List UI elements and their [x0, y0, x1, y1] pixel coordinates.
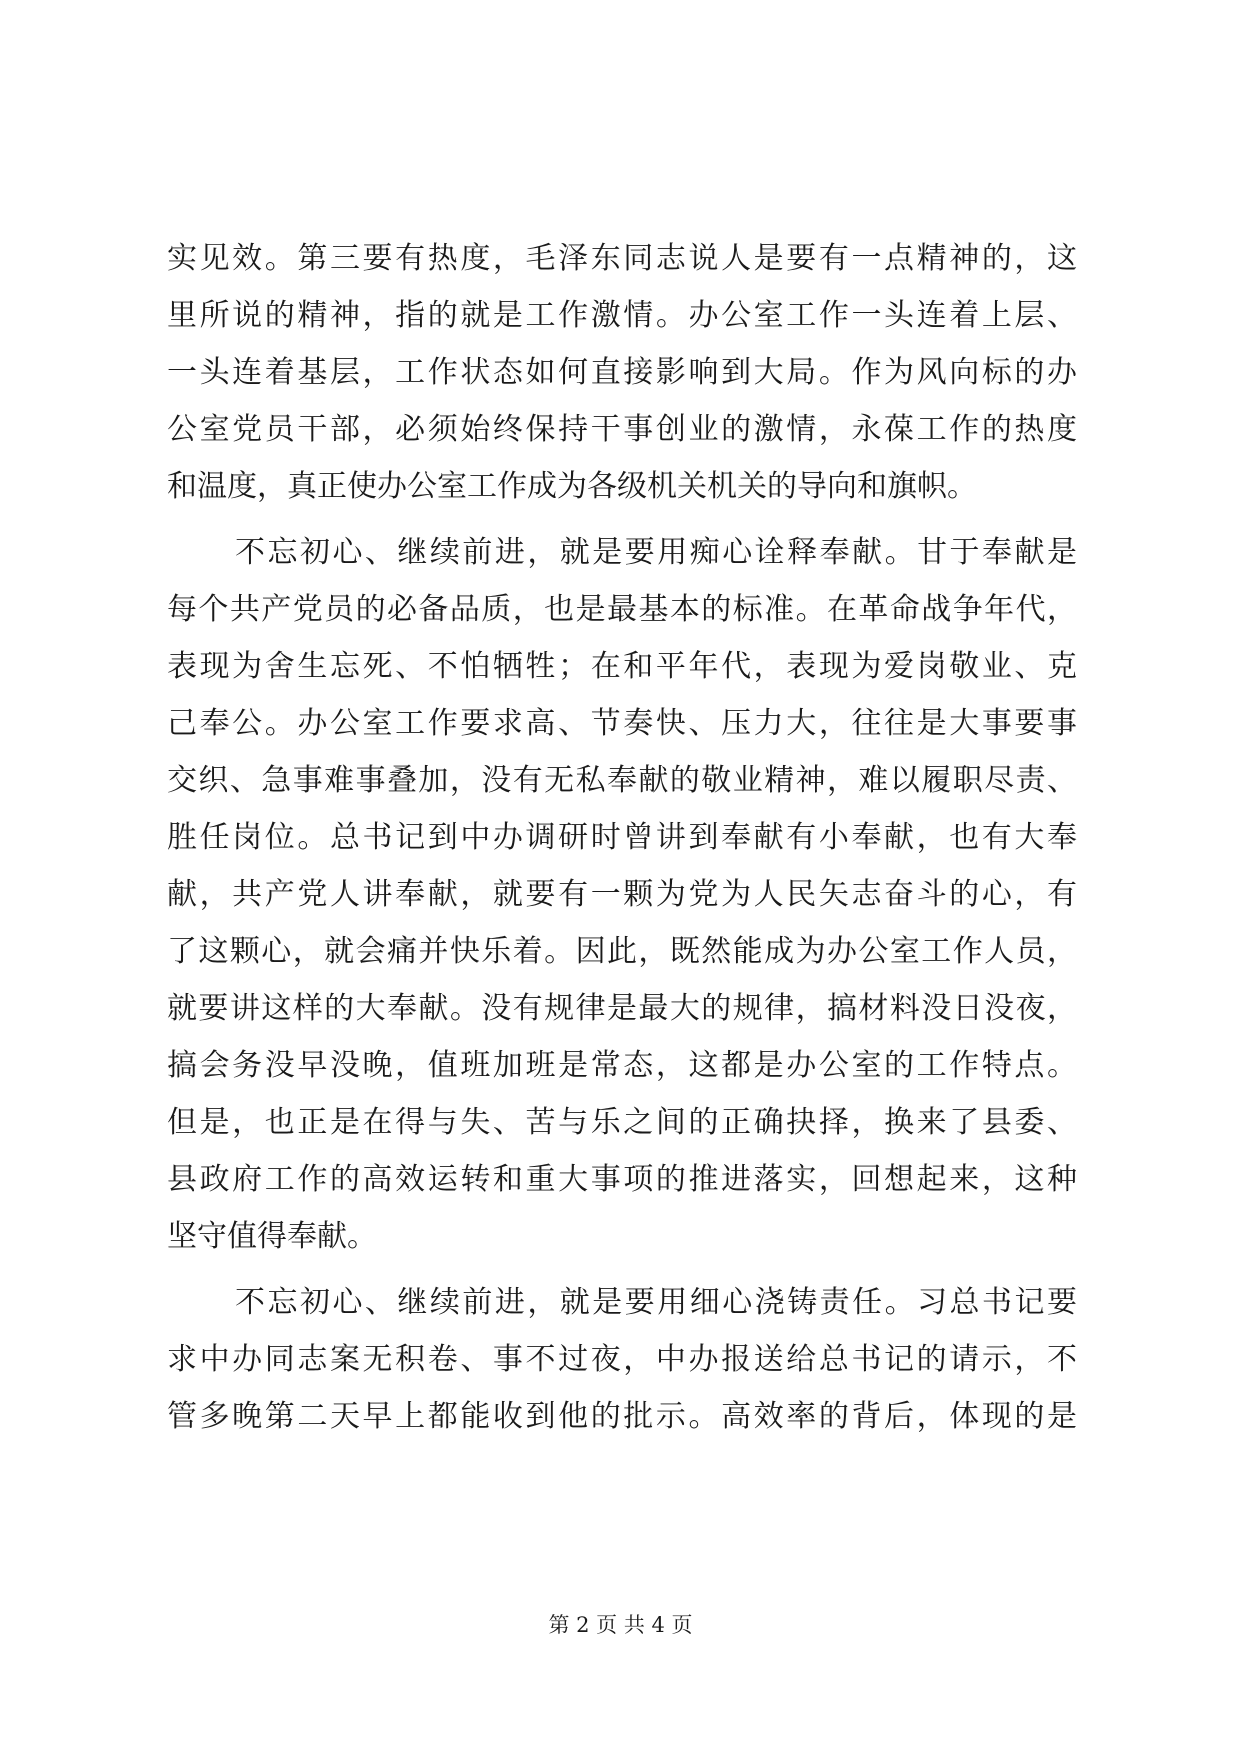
- body-text: [167, 230, 1077, 1445]
- text-line: 了这颗心，就会痛并快乐着。因此，既然能成为办公室工作人员，: [167, 934, 1077, 969]
- text-line: 和温度，真正使办公室工作成为各级机关机关的导向和旗帜。: [167, 469, 977, 504]
- paragraph-gap: [167, 1265, 1077, 1274]
- text-line: 献，共产党人讲奉献，就要有一颗为党为人民矢志奋斗的心，有: [167, 877, 1077, 912]
- text-line: 交织、急事难事叠加，没有无私奉献的敬业精神，难以履职尽责、: [167, 763, 1077, 798]
- text-line: 己奉公。办公室工作要求高、节奏快、压力大，往往是大事要事: [167, 706, 1077, 741]
- text-line: 一头连着基层，工作状态如何直接影响到大局。作为风向标的办: [167, 355, 1077, 390]
- paragraph-1: [167, 230, 1077, 515]
- text-line: 每个共产党员的必备品质，也是最基本的标准。在革命战争年代，: [167, 592, 1077, 627]
- text-line: 里所说的精神，指的就是工作激情。办公室工作一头连着上层、: [167, 298, 1077, 333]
- text-line: 管多晚第二天早上都能收到他的批示。高效率的背后，体现的是: [167, 1399, 1077, 1434]
- paragraph-3: [167, 1274, 1077, 1445]
- text-line: 县政府工作的高效运转和重大事项的推进落实，回想起来，这种: [167, 1162, 1077, 1197]
- text-line: 公室党员干部，必须始终保持干事创业的激情，永葆工作的热度: [167, 412, 1077, 447]
- text-line: 坚守值得奉献。: [167, 1219, 377, 1254]
- text-line: 搞会务没早没晚，值班加班是常态，这都是办公室的工作特点。: [167, 1048, 1077, 1083]
- text-line: 不忘初心、继续前进，就是要用细心浇铸责任。习总书记要: [235, 1285, 1077, 1320]
- paragraph-gap: [167, 515, 1077, 524]
- text-line: 但是，也正是在得与失、苦与乐之间的正确抉择，换来了县委、: [167, 1105, 1077, 1140]
- text-line: 不忘初心、继续前进，就是要用痴心诠释奉献。甘于奉献是: [235, 535, 1077, 570]
- page-number-footer: 第 2 页 共 4 页: [548, 1613, 693, 1637]
- text-line: 实见效。第三要有热度，毛泽东同志说人是要有一点精神的，这: [167, 241, 1077, 276]
- text-line: 就要讲这样的大奉献。没有规律是最大的规律，搞材料没日没夜，: [167, 991, 1077, 1026]
- text-line: 表现为舍生忘死、不怕牺牲；在和平年代，表现为爱岗敬业、克: [167, 649, 1077, 684]
- text-line: 求中办同志案无积卷、事不过夜，中办报送给总书记的请示，不: [167, 1342, 1077, 1377]
- paragraph-2: [167, 524, 1077, 1265]
- text-line: 胜任岗位。总书记到中办调研时曾讲到奉献有小奉献，也有大奉: [167, 820, 1077, 855]
